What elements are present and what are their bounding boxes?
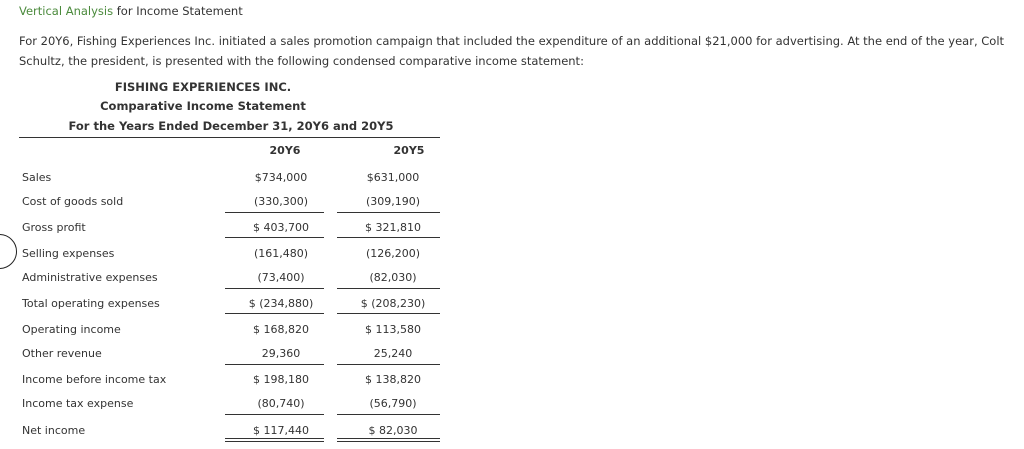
statement-title: Comparative Income Statement: [100, 99, 306, 113]
total-double-rule: [225, 441, 324, 442]
row-label: Net income: [22, 424, 86, 437]
value-20y6: $ 117,440: [253, 424, 309, 437]
column-header-20y6: 20Y6: [269, 144, 301, 157]
value-20y5: $ (208,230): [360, 297, 426, 310]
value-20y5: $ 321,810: [365, 221, 421, 234]
row-label: Operating income: [22, 323, 121, 336]
company-name: FISHING EXPERIENCES INC.: [114, 80, 292, 94]
total-double-rule: [337, 441, 440, 442]
statement-period: For the Years Ended December 31, 20Y6 and 20Y5: [68, 119, 394, 133]
subtotal-rule: [225, 414, 324, 415]
row-label: Administrative expenses: [22, 271, 158, 284]
header-rule: [19, 137, 440, 138]
row-label: Total operating expenses: [22, 297, 160, 310]
subtotal-rule: [337, 364, 440, 365]
table-row: [0, 394, 460, 414]
subtotal-rule: [225, 313, 324, 314]
subtotal-rule: [225, 237, 324, 238]
row-label: Other revenue: [22, 347, 102, 360]
value-20y5: $ 138,820: [365, 373, 421, 386]
table-row: [0, 244, 460, 264]
table-row: [0, 168, 460, 188]
row-label: Gross profit: [22, 221, 86, 234]
row-label: Income before income tax: [22, 373, 167, 386]
subtotal-rule: [337, 212, 440, 213]
value-20y6: (161,480): [253, 247, 309, 260]
subtotal-rule: [337, 237, 440, 238]
subtotal-rule: [337, 288, 440, 289]
value-20y5: $ 113,580: [365, 323, 421, 336]
table-row: [0, 294, 460, 314]
value-20y6: (73,400): [257, 271, 305, 284]
vertical-analysis-link[interactable]: Vertical Analysis: [19, 4, 114, 18]
value-20y5: (82,030): [369, 271, 417, 284]
table-row: [0, 370, 460, 390]
subtotal-rule: [337, 313, 440, 314]
subtotal-rule: [225, 364, 324, 365]
problem-intro: For 20Y6, Fishing Experiences Inc. initiated a sales promotion campaign that included the expenditure of an additional $21,000 for advertising. At the end of the year, Colt Schultz, the president, is presented with the following condensed comparative income statement:: [19, 34, 1005, 68]
table-row: [0, 192, 460, 212]
value-20y6: (330,300): [253, 195, 309, 208]
row-label: Sales: [22, 171, 52, 184]
column-header-20y5: 20Y5: [393, 144, 425, 157]
value-20y5: $631,000: [366, 171, 420, 184]
value-20y5: 25,240: [373, 347, 413, 360]
subtotal-rule: [225, 288, 324, 289]
value-20y5: $ 82,030: [368, 424, 418, 437]
subtotal-rule: [337, 414, 440, 415]
value-20y6: $734,000: [254, 171, 308, 184]
value-20y6: 29,360: [261, 347, 301, 360]
table-row: [0, 344, 460, 364]
total-double-rule: [225, 438, 324, 439]
page-title: [19, 4, 243, 18]
value-20y6: $ 403,700: [253, 221, 309, 234]
table-row: [0, 320, 460, 340]
value-20y6: (80,740): [257, 397, 305, 410]
value-20y5: (126,200): [365, 247, 421, 260]
row-label: Income tax expense: [22, 397, 134, 410]
value-20y5: (309,190): [365, 195, 421, 208]
value-20y6: $ 168,820: [253, 323, 309, 336]
value-20y6: $ (234,880): [248, 297, 314, 310]
table-row: [0, 268, 460, 288]
row-label: Selling expenses: [22, 247, 115, 260]
value-20y5: (56,790): [369, 397, 417, 410]
subtotal-rule: [225, 212, 324, 213]
value-20y6: $ 198,180: [253, 373, 309, 386]
row-label: Cost of goods sold: [22, 195, 124, 208]
table-row: [0, 218, 460, 238]
total-double-rule: [337, 438, 440, 439]
page-title-suffix: for Income Statement: [116, 4, 243, 18]
